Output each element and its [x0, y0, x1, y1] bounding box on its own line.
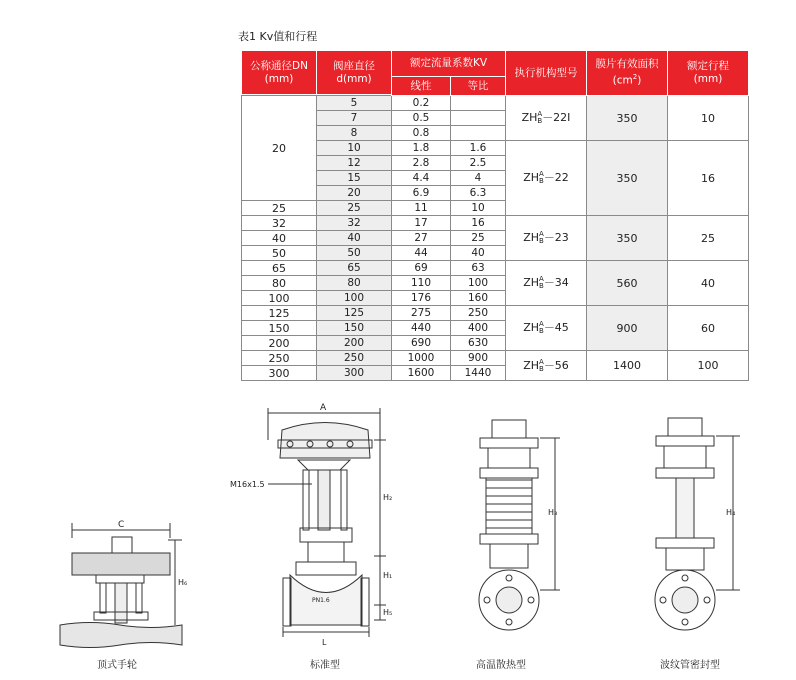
seat-cell: 40: [317, 231, 392, 246]
seat-cell: 20: [317, 186, 392, 201]
equal-cell: 250: [451, 306, 506, 321]
header-area: 膜片有效面积 $(cm^2)$: [587, 51, 668, 96]
dim-thread: M16x1.5: [230, 480, 265, 489]
equal-cell: 16: [451, 216, 506, 231]
equal-cell: 4: [451, 171, 506, 186]
stroke-cell: 10: [668, 96, 749, 141]
stroke-cell: 16: [668, 141, 749, 216]
seat-cell: 150: [317, 321, 392, 336]
dim-l: L: [322, 638, 327, 647]
actuator-model-cell: ZH A B －56: [506, 351, 587, 381]
dn-cell: 80: [242, 276, 317, 291]
table-row: [242, 96, 749, 111]
equal-cell: 10: [451, 201, 506, 216]
dim-h1: H₁: [383, 571, 393, 580]
header-seat: 阀座直径 d(mm): [317, 51, 392, 95]
equal-cell: [451, 111, 506, 126]
header-actuator: 执行机构型号: [506, 51, 587, 96]
high-temp-valve-drawing: [479, 420, 560, 630]
stroke-cell: 40: [668, 261, 749, 306]
seat-cell: 300: [317, 366, 392, 381]
bellows-valve-drawing: [655, 418, 740, 630]
equal-cell: 100: [451, 276, 506, 291]
equal-cell: 40: [451, 246, 506, 261]
label-standard: 标准型: [310, 660, 340, 671]
seat-cell: 50: [317, 246, 392, 261]
dn-cell: 32: [242, 216, 317, 231]
table-row: [242, 216, 749, 231]
dim-pn: PN1.6: [312, 597, 330, 604]
header-equal: 等比: [451, 77, 506, 96]
seat-cell: 15: [317, 171, 392, 186]
equal-cell: 1.6: [451, 141, 506, 156]
linear-cell: 440: [392, 321, 451, 336]
dim-c: C: [118, 520, 125, 530]
label-handwheel: 顶式手轮: [97, 660, 137, 671]
header-stroke: 额定行程 (mm): [668, 51, 749, 96]
linear-cell: 1.8: [392, 141, 451, 156]
linear-cell: 2.8: [392, 156, 451, 171]
header-linear: 线性: [392, 77, 451, 96]
seat-cell: 200: [317, 336, 392, 351]
equal-cell: 2.5: [451, 156, 506, 171]
seat-cell: 32: [317, 216, 392, 231]
seat-cell: 12: [317, 156, 392, 171]
linear-cell: 6.9: [392, 186, 451, 201]
stroke-cell: 60: [668, 306, 749, 351]
linear-cell: 27: [392, 231, 451, 246]
stroke-cell: 100: [668, 351, 749, 381]
actuator-model-cell: ZH A B －22: [506, 141, 587, 216]
area-cell: 350: [587, 96, 668, 141]
equal-cell: [451, 126, 506, 141]
equal-cell: 25: [451, 231, 506, 246]
linear-cell: 1000: [392, 351, 451, 366]
linear-cell: 275: [392, 306, 451, 321]
dim-h6: H₆: [178, 578, 188, 587]
dn-cell: 50: [242, 246, 317, 261]
seat-cell: 7: [317, 111, 392, 126]
actuator-model-cell: ZH A B －23: [506, 216, 587, 261]
equal-cell: 6.3: [451, 186, 506, 201]
handwheel-drawing: [60, 523, 182, 648]
area-cell: 1400: [587, 351, 668, 381]
dim-h5: H₅: [383, 608, 393, 617]
dim-h2: H₂: [383, 493, 393, 502]
actuator-model-cell: ZH A B －34: [506, 261, 587, 306]
stroke-cell: 25: [668, 216, 749, 261]
header-dn: 公称通径DN (mm): [242, 51, 317, 95]
table-row: [242, 306, 749, 321]
linear-cell: 69: [392, 261, 451, 276]
equal-cell: 900: [451, 351, 506, 366]
equal-cell: [451, 96, 506, 111]
dn-cell: 125: [242, 306, 317, 321]
linear-cell: 176: [392, 291, 451, 306]
seat-cell: 8: [317, 126, 392, 141]
linear-cell: 110: [392, 276, 451, 291]
linear-cell: 1600: [392, 366, 451, 381]
dn-cell: 300: [242, 366, 317, 381]
seat-cell: 10: [317, 141, 392, 156]
dn-cell: 65: [242, 261, 317, 276]
kv-table: [241, 50, 749, 381]
equal-cell: 1440: [451, 366, 506, 381]
area-cell: 900: [587, 306, 668, 351]
seat-cell: 125: [317, 306, 392, 321]
area-cell: 350: [587, 216, 668, 261]
dn-cell: 200: [242, 336, 317, 351]
linear-cell: 17: [392, 216, 451, 231]
dn-cell: 250: [242, 351, 317, 366]
seat-cell: 25: [317, 201, 392, 216]
label-high-temp: 高温散热型: [476, 660, 526, 671]
kv-table-body: [242, 96, 749, 381]
linear-cell: 690: [392, 336, 451, 351]
equal-cell: 630: [451, 336, 506, 351]
dim-a: A: [320, 403, 327, 413]
seat-cell: 100: [317, 291, 392, 306]
equal-cell: 63: [451, 261, 506, 276]
label-bellows: 波纹管密封型: [660, 660, 720, 671]
seat-cell: 80: [317, 276, 392, 291]
dn-cell: 20: [242, 96, 317, 201]
dn-cell: 150: [242, 321, 317, 336]
table-caption: 表1 Kv值和行程: [238, 30, 318, 43]
equal-cell: 400: [451, 321, 506, 336]
area-cell: 350: [587, 141, 668, 216]
dim-h4: H₄: [726, 508, 736, 517]
dn-cell: 25: [242, 201, 317, 216]
linear-cell: 0.8: [392, 126, 451, 141]
actuator-model-cell: ZH A B －22I: [506, 96, 587, 141]
dn-cell: 40: [242, 231, 317, 246]
table-row: [242, 351, 749, 366]
actuator-model-cell: ZH A B －45: [506, 306, 587, 351]
table-row: [242, 141, 749, 156]
dim-h3: H₃: [548, 508, 558, 517]
header-kv: 额定流量系数KV: [392, 51, 506, 77]
table-row: [242, 261, 749, 276]
valve-drawings: [0, 395, 796, 655]
area-cell: 560: [587, 261, 668, 306]
dn-cell: 100: [242, 291, 317, 306]
linear-cell: 0.5: [392, 111, 451, 126]
seat-cell: 250: [317, 351, 392, 366]
linear-cell: 44: [392, 246, 451, 261]
seat-cell: 65: [317, 261, 392, 276]
linear-cell: 4.4: [392, 171, 451, 186]
linear-cell: 0.2: [392, 96, 451, 111]
linear-cell: 11: [392, 201, 451, 216]
equal-cell: 160: [451, 291, 506, 306]
seat-cell: 5: [317, 96, 392, 111]
